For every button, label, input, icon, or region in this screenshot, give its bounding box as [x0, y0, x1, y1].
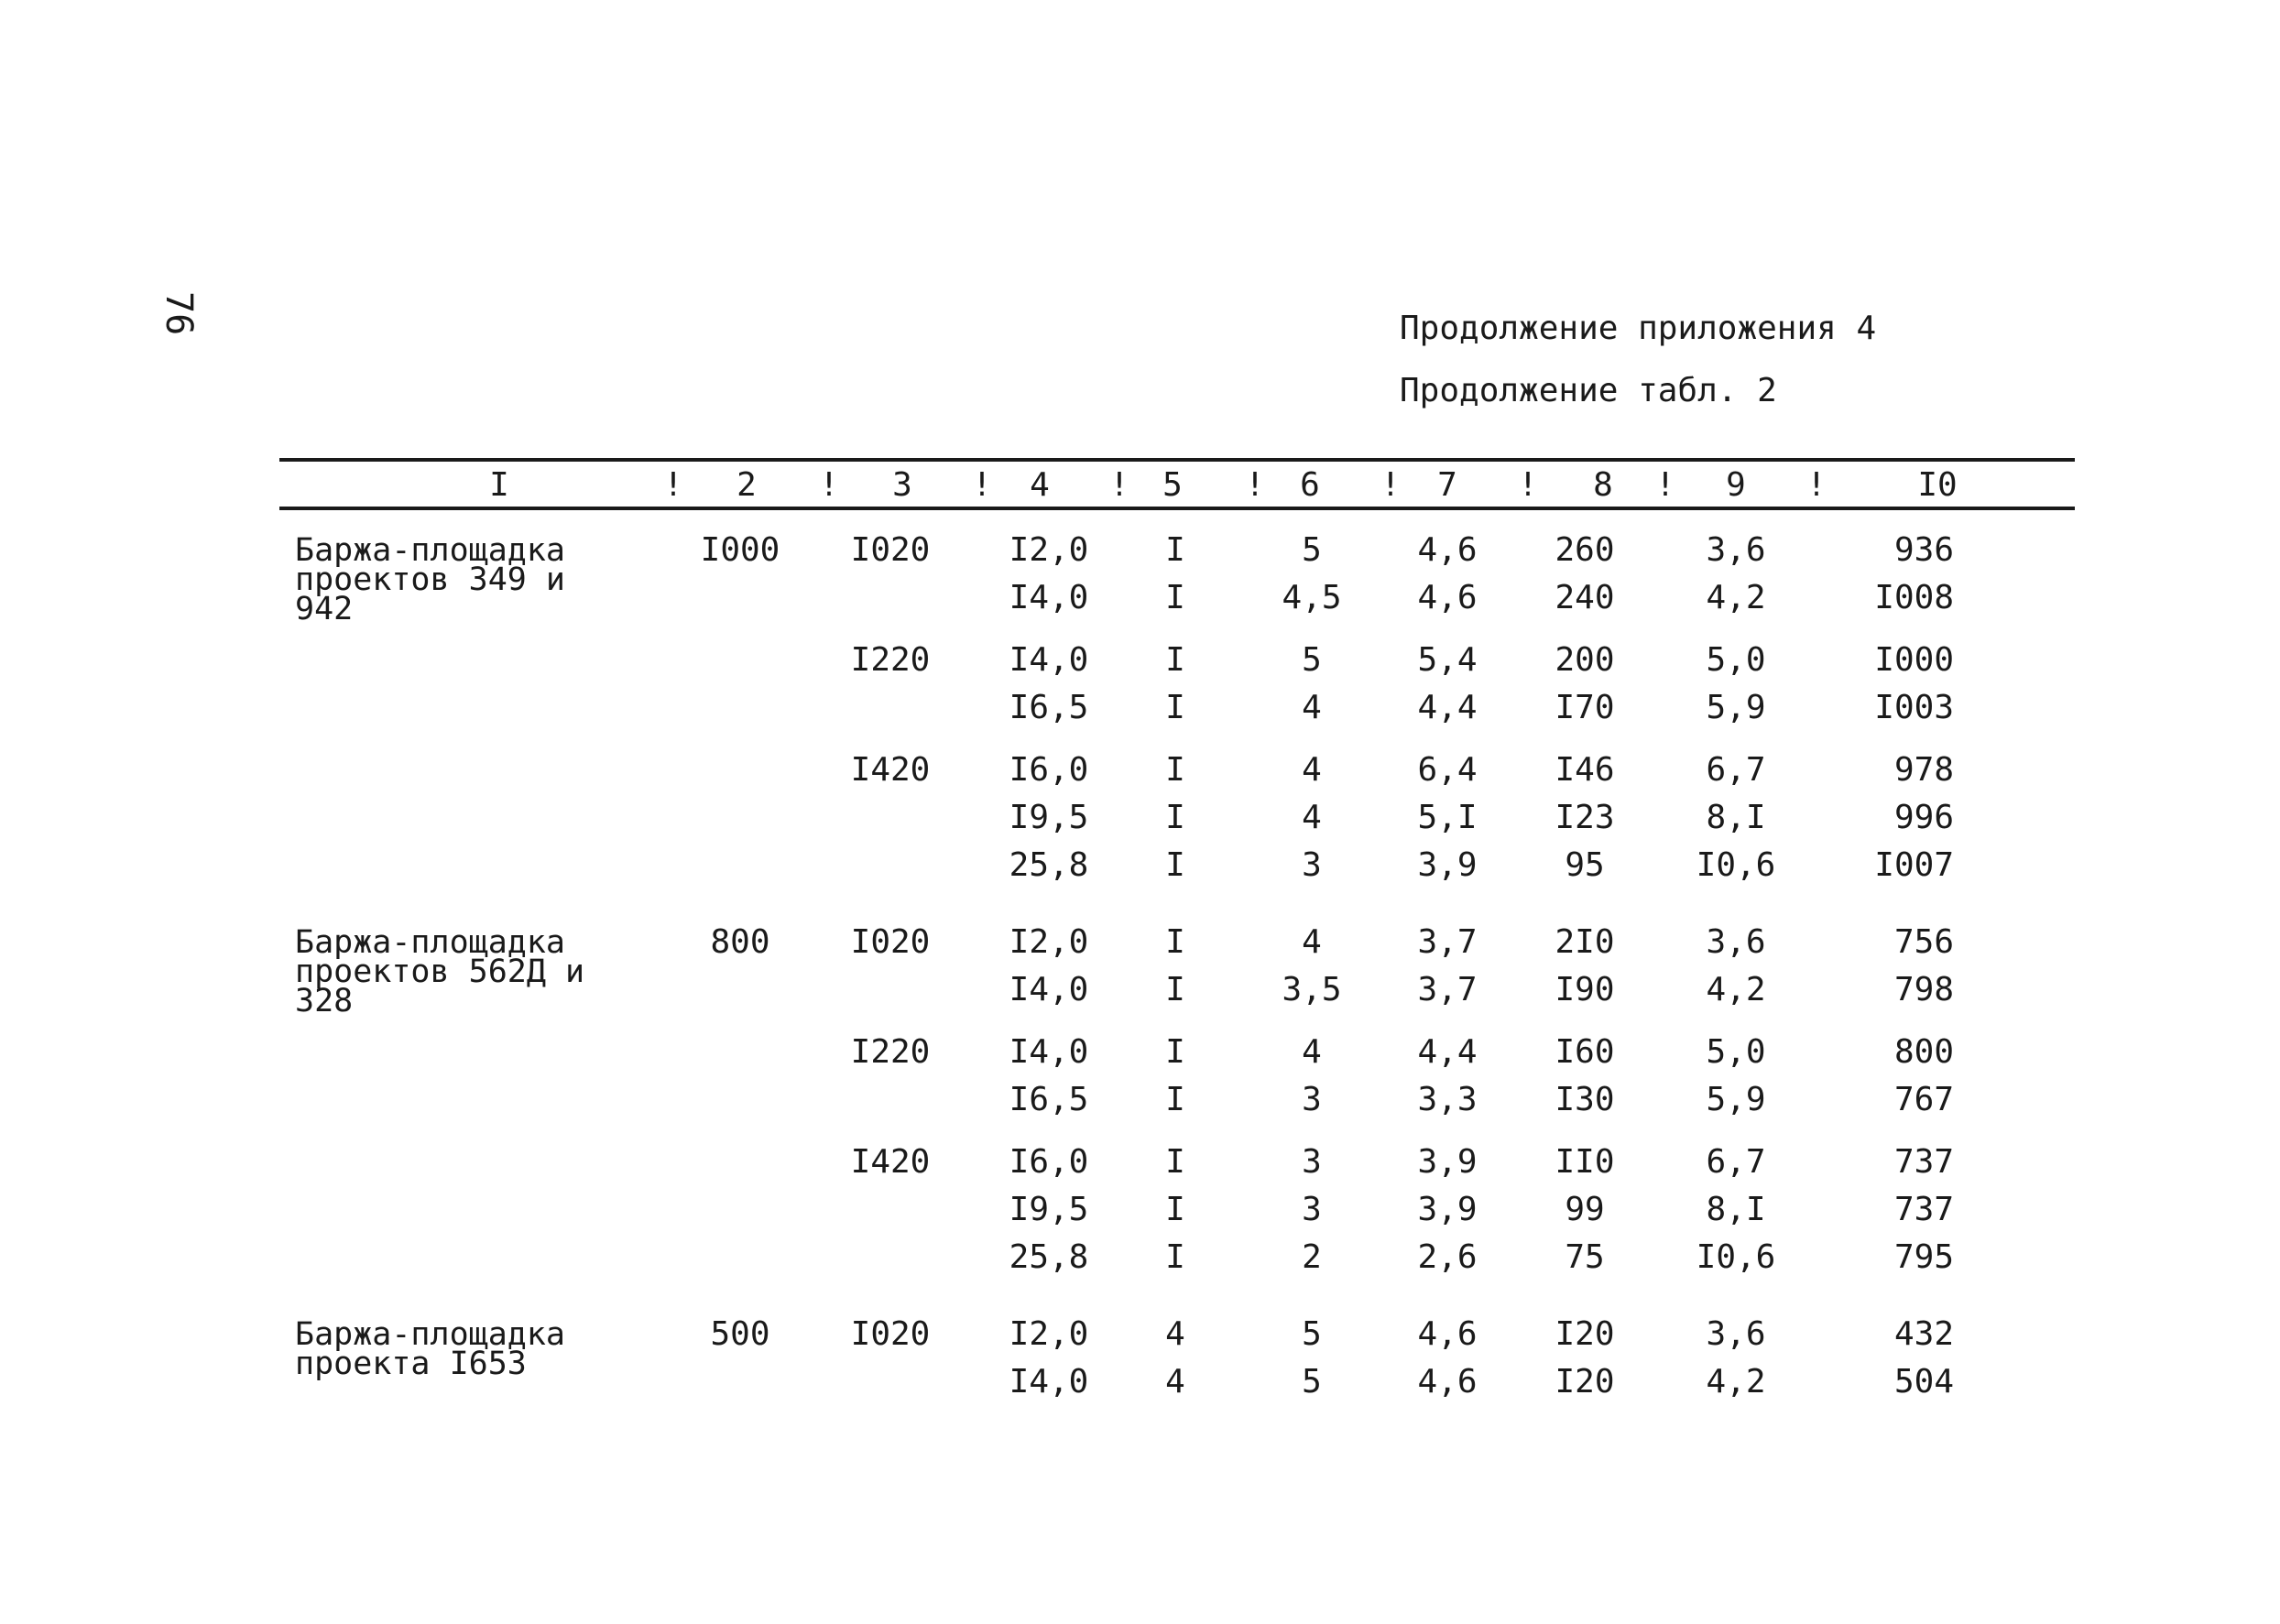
table-cell-col-10: 996 [1893, 799, 1954, 836]
table-cell-col-10: 978 [1893, 751, 1954, 789]
table-cell-col-8: 260 [1555, 531, 1615, 569]
table-cell-col-6: 3 [1302, 846, 1322, 884]
column-separator: ! [1380, 466, 1401, 504]
table-cell-col-9: 4,2 [1706, 579, 1766, 616]
table-header-rule [279, 507, 2075, 510]
table-cell-col-8: I20 [1555, 1363, 1615, 1401]
table-cell-col-9: 3,6 [1706, 1315, 1766, 1353]
table-cell-col-10: 936 [1893, 531, 1954, 569]
table-cell-col-6: 4,5 [1282, 579, 1342, 616]
table-cell-col-4: 25,8 [1009, 1238, 1089, 1276]
table-top-rule [279, 458, 2075, 462]
table-cell-col-7: 5,4 [1417, 641, 1478, 679]
column-separator: ! [1245, 466, 1265, 504]
table-cell-col-4: I6,0 [1009, 751, 1089, 789]
table-cell-col-8: 2I0 [1555, 923, 1615, 961]
diameter-cell: I020 [850, 1315, 931, 1353]
table-cell-col-5: 4 [1165, 1315, 1185, 1353]
table-cell-col-5: 4 [1165, 1363, 1185, 1401]
diameter-cell: I420 [850, 1143, 931, 1181]
table-cell-col-6: 3 [1302, 1081, 1322, 1118]
table-cell-col-10: 432 [1893, 1315, 1954, 1353]
table-cell-col-5: I [1165, 1081, 1185, 1118]
table-cell-col-10: 767 [1893, 1081, 1954, 1118]
column-header-10: I0 [1917, 466, 1958, 504]
table-cell-col-6: 4 [1302, 799, 1322, 836]
table-cell-col-5: I [1165, 1238, 1185, 1276]
column-header-6: 6 [1300, 466, 1320, 504]
column-header-3: 3 [892, 466, 912, 504]
table-cell-col-6: 4 [1302, 689, 1322, 726]
table-cell-col-9: 5,9 [1706, 689, 1766, 726]
table-cell-col-5: I [1165, 799, 1185, 836]
table-cell-col-8: 200 [1555, 641, 1615, 679]
table-cell-col-4: 25,8 [1009, 846, 1089, 884]
table-cell-col-7: 5,I [1417, 799, 1478, 836]
table-cell-col-4: I4,0 [1009, 971, 1089, 1008]
table-cell-col-6: 5 [1302, 641, 1322, 679]
table-cell-col-8: 240 [1555, 579, 1615, 616]
table-cell-col-10: 800 [1893, 1033, 1954, 1071]
column-header-1: I [489, 466, 509, 504]
table-cell-col-4: I2,0 [1009, 531, 1089, 569]
diameter-cell: I020 [850, 923, 931, 961]
table-cell-col-5: I [1165, 579, 1185, 616]
column-header-8: 8 [1593, 466, 1613, 504]
table-cell-col-10: I008 [1874, 579, 1954, 616]
table-cell-col-5: I [1165, 641, 1185, 679]
column-separator: ! [663, 466, 683, 504]
table-cell-col-9: 5,0 [1706, 641, 1766, 679]
table-cell-col-8: I60 [1555, 1033, 1615, 1071]
table-cell-col-6: 3 [1302, 1191, 1322, 1228]
table-cell-col-7: 3,7 [1417, 923, 1478, 961]
table-cell-col-9: I0,6 [1696, 1238, 1776, 1276]
table-cell-col-4: I9,5 [1009, 1191, 1089, 1228]
table-cell-col-6: 3,5 [1282, 971, 1342, 1008]
table-cell-col-7: 3,9 [1417, 846, 1478, 884]
table-cell-col-10: 504 [1893, 1363, 1954, 1401]
table-cell-col-10: 737 [1893, 1143, 1954, 1181]
table-cell-col-8: I90 [1555, 971, 1615, 1008]
table-cell-col-7: 4,4 [1417, 689, 1478, 726]
table-cell-col-7: 6,4 [1417, 751, 1478, 789]
table-cell-col-9: 8,I [1706, 1191, 1766, 1228]
table-cell-col-8: I23 [1555, 799, 1615, 836]
column-header-4: 4 [1030, 466, 1050, 504]
table-cell-col-7: 4,6 [1417, 1363, 1478, 1401]
row-group-label: Баржа-площадка проектов 349 и 942 [295, 532, 566, 627]
table-cell-col-7: 3,7 [1417, 971, 1478, 1008]
table-cell-col-7: 3,9 [1417, 1191, 1478, 1228]
table-cell-col-10: 756 [1893, 923, 1954, 961]
table-cell-col-8: I20 [1555, 1315, 1615, 1353]
table-cell-col-10: I000 [1874, 641, 1954, 679]
column-separator: ! [1655, 466, 1675, 504]
table-cell-col-9: 6,7 [1706, 1143, 1766, 1181]
table-cell-col-5: I [1165, 689, 1185, 726]
table-cell-col-5: I [1165, 1143, 1185, 1181]
table-cell-col-4: I2,0 [1009, 1315, 1089, 1353]
column-separator: ! [819, 466, 839, 504]
table-cell-col-6: 2 [1302, 1238, 1322, 1276]
table-cell-col-4: I6,5 [1009, 1081, 1089, 1118]
column-header-9: 9 [1726, 466, 1746, 504]
table-cell-col-7: 4,6 [1417, 1315, 1478, 1353]
table-cell-col-7: 4,6 [1417, 579, 1478, 616]
table-cell-col-7: 2,6 [1417, 1238, 1478, 1276]
table-cell-col-8: I70 [1555, 689, 1615, 726]
table-cell-col-10: I003 [1874, 689, 1954, 726]
capacity-cell: I000 [700, 531, 780, 569]
capacity-cell: 800 [710, 923, 770, 961]
table-cell-col-4: I6,5 [1009, 689, 1089, 726]
diameter-cell: I220 [850, 641, 931, 679]
column-separator: ! [1109, 466, 1129, 504]
table-cell-col-9: 6,7 [1706, 751, 1766, 789]
table-cell-col-9: 4,2 [1706, 1363, 1766, 1401]
table-cell-col-6: 5 [1302, 1363, 1322, 1401]
table-cell-col-4: I9,5 [1009, 799, 1089, 836]
table-cell-col-7: 4,4 [1417, 1033, 1478, 1071]
column-separator: ! [1518, 466, 1538, 504]
table-cell-col-6: 4 [1302, 751, 1322, 789]
table-cell-col-4: I6,0 [1009, 1143, 1089, 1181]
table-cell-col-5: I [1165, 923, 1185, 961]
table-cell-col-10: 795 [1893, 1238, 1954, 1276]
table-cell-col-9: I0,6 [1696, 846, 1776, 884]
column-separator: ! [1806, 466, 1827, 504]
diameter-cell: I420 [850, 751, 931, 789]
table-cell-col-6: 4 [1302, 923, 1322, 961]
column-separator: ! [972, 466, 992, 504]
table-cell-col-9: 4,2 [1706, 971, 1766, 1008]
table-cell-col-7: 3,3 [1417, 1081, 1478, 1118]
column-header-2: 2 [736, 466, 757, 504]
column-header-7: 7 [1437, 466, 1457, 504]
diameter-cell: I020 [850, 531, 931, 569]
table-cell-col-9: 3,6 [1706, 531, 1766, 569]
table-cell-col-6: 4 [1302, 1033, 1322, 1071]
table-cell-col-4: I4,0 [1009, 1033, 1089, 1071]
table-cell-col-5: I [1165, 531, 1185, 569]
row-group-label: Баржа-площадка проектов 562Д и 328 [295, 924, 585, 1019]
table-heading: Продолжение табл. 2 [1400, 372, 1777, 409]
table-cell-col-8: I30 [1555, 1081, 1615, 1118]
capacity-cell: 500 [710, 1315, 770, 1353]
table-cell-col-5: I [1165, 846, 1185, 884]
table-cell-col-4: I4,0 [1009, 1363, 1089, 1401]
diameter-cell: I220 [850, 1033, 931, 1071]
table-cell-col-6: 3 [1302, 1143, 1322, 1181]
table-cell-col-8: 99 [1565, 1191, 1605, 1228]
table-cell-col-9: 5,0 [1706, 1033, 1766, 1071]
table-cell-col-8: II0 [1555, 1143, 1615, 1181]
appendix-heading: Продолжение приложения 4 [1400, 310, 1877, 347]
table-cell-col-8: 95 [1565, 846, 1605, 884]
table-cell-col-10: I007 [1874, 846, 1954, 884]
table-cell-col-6: 5 [1302, 531, 1322, 569]
table-cell-col-9: 5,9 [1706, 1081, 1766, 1118]
row-group-label: Баржа-площадка проекта I653 [295, 1316, 566, 1382]
table-cell-col-9: 8,I [1706, 799, 1766, 836]
table-cell-col-4: I4,0 [1009, 579, 1089, 616]
table-cell-col-10: 798 [1893, 971, 1954, 1008]
table-cell-col-5: I [1165, 1033, 1185, 1071]
table-cell-col-4: I2,0 [1009, 923, 1089, 961]
table-cell-col-7: 4,6 [1417, 531, 1478, 569]
table-cell-col-5: I [1165, 751, 1185, 789]
column-header-5: 5 [1162, 466, 1183, 504]
table-cell-col-6: 5 [1302, 1315, 1322, 1353]
table-cell-col-10: 737 [1893, 1191, 1954, 1228]
table-cell-col-9: 3,6 [1706, 923, 1766, 961]
page-number: 76 [158, 291, 200, 336]
table-cell-col-8: 75 [1565, 1238, 1605, 1276]
table-cell-col-8: I46 [1555, 751, 1615, 789]
table-cell-col-5: I [1165, 971, 1185, 1008]
table-cell-col-4: I4,0 [1009, 641, 1089, 679]
table-cell-col-7: 3,9 [1417, 1143, 1478, 1181]
table-cell-col-5: I [1165, 1191, 1185, 1228]
